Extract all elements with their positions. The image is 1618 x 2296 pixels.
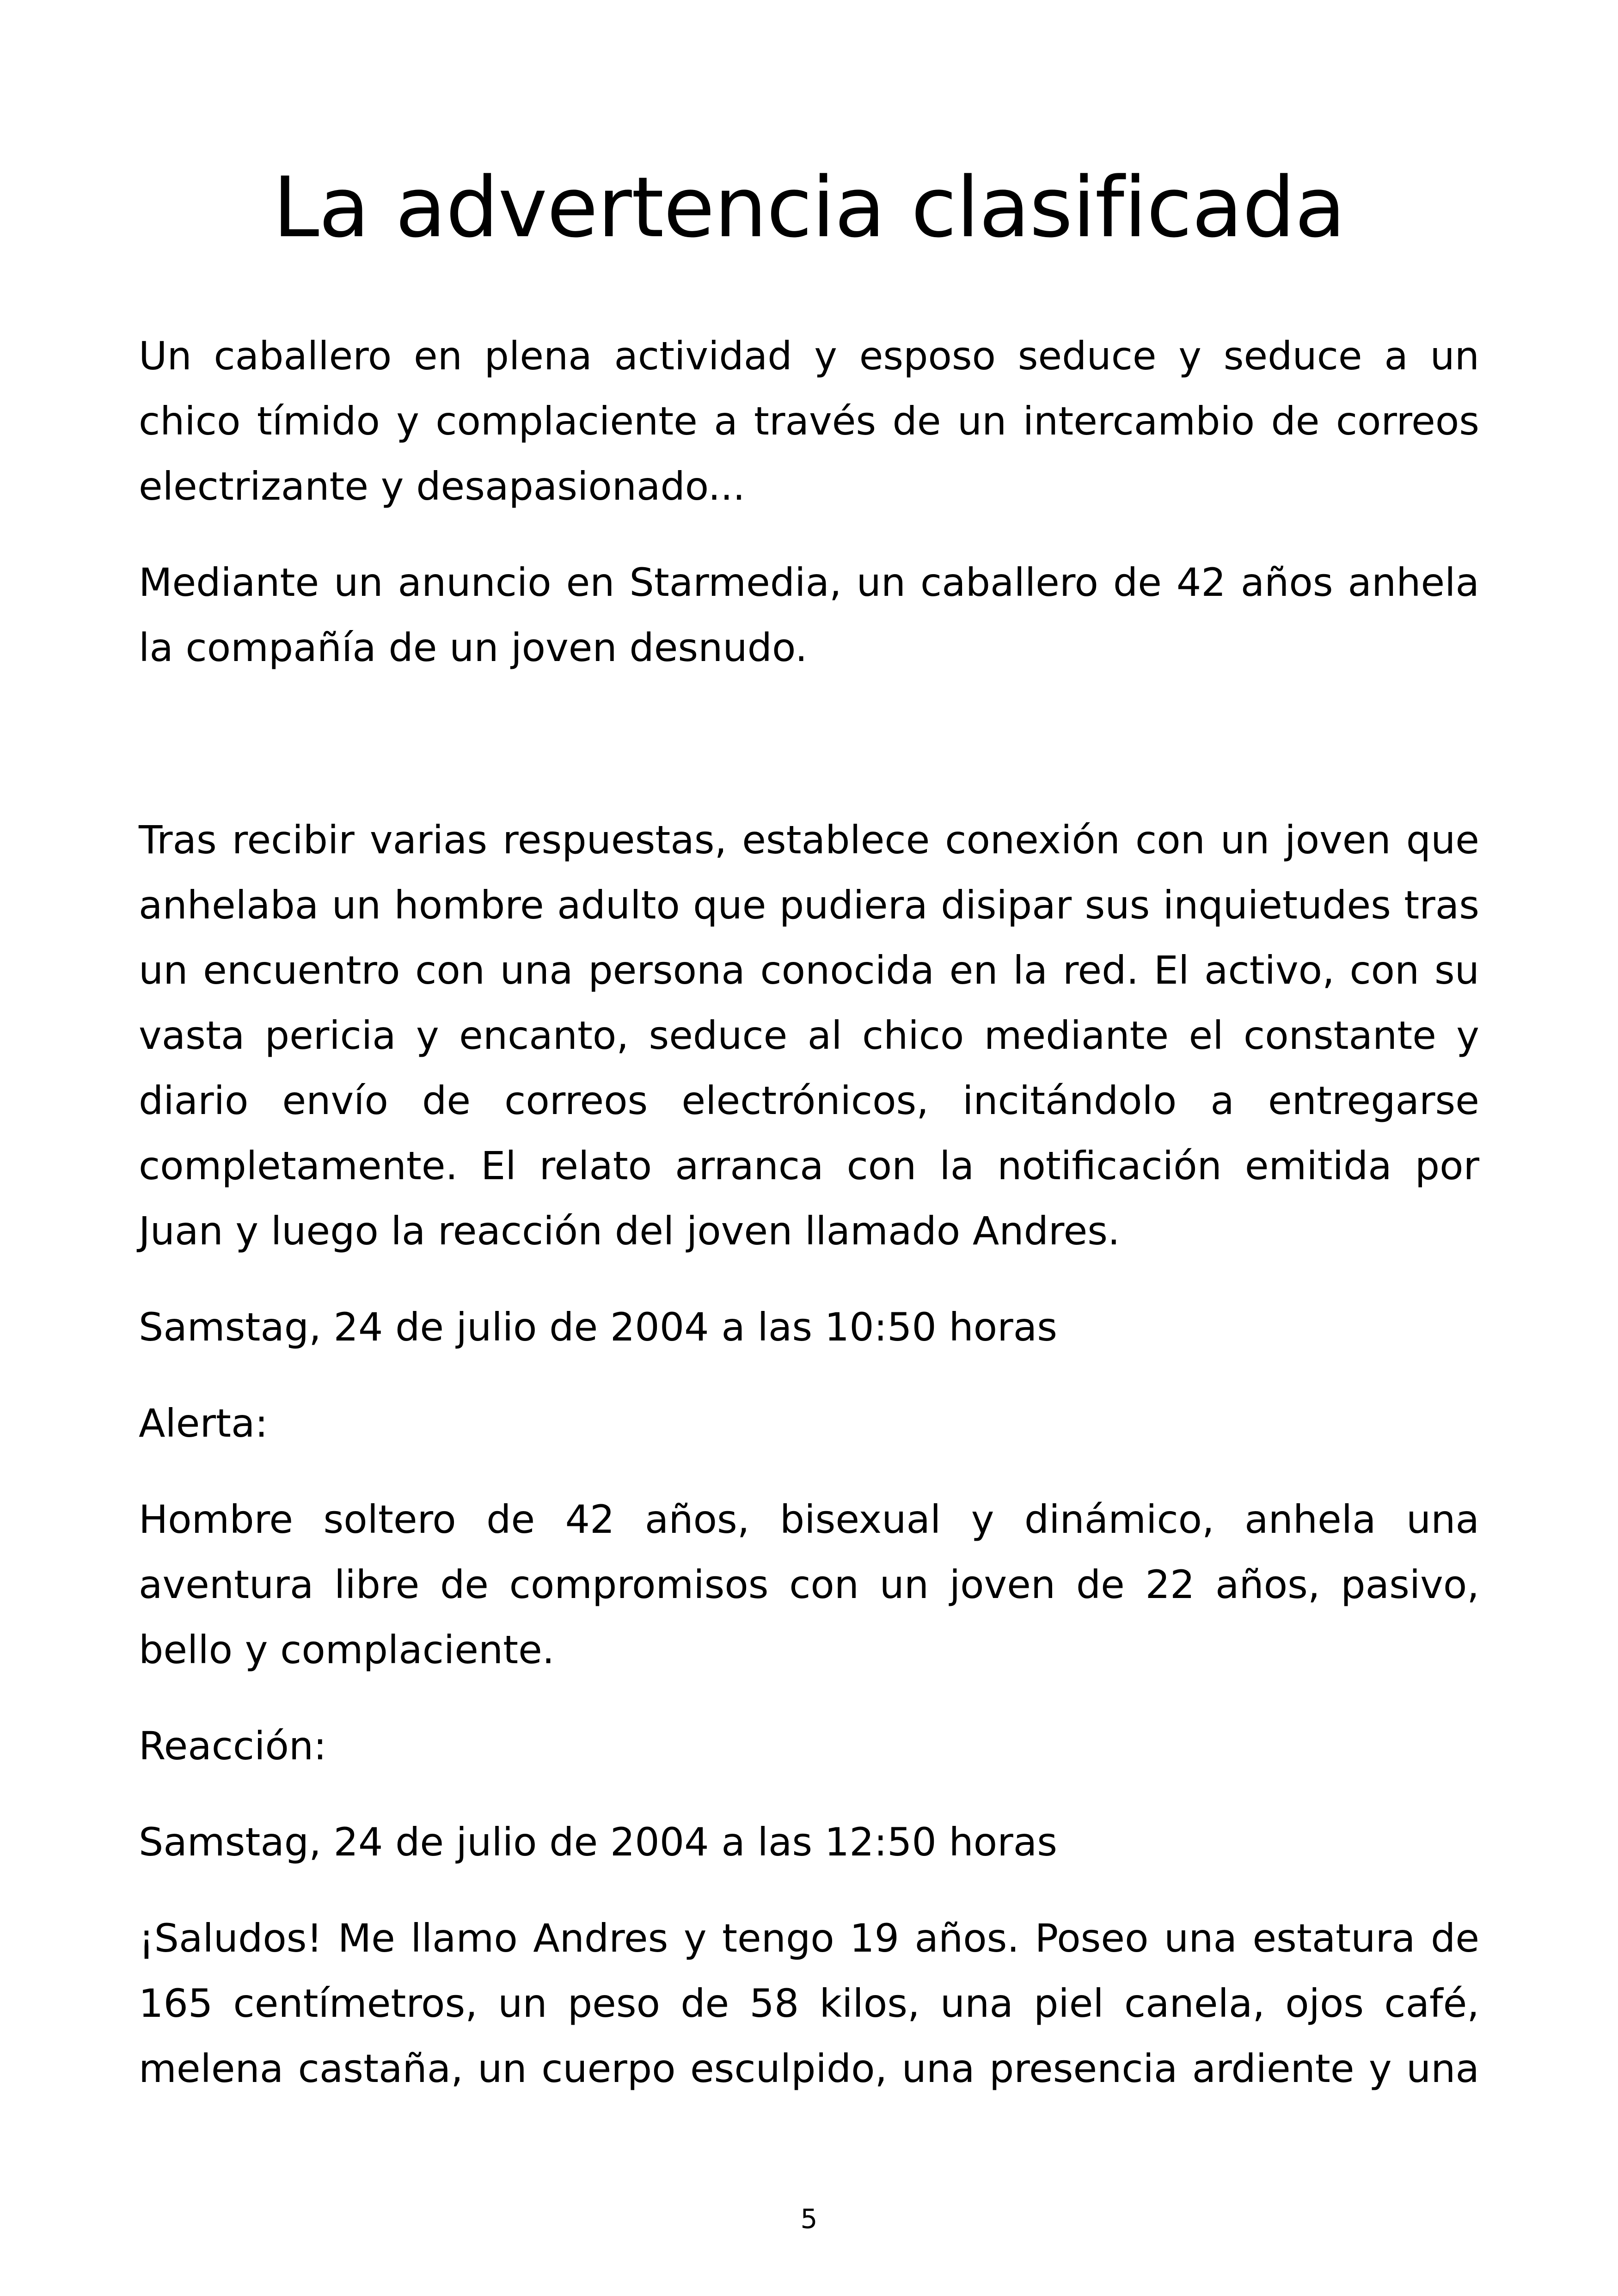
paragraph-intro: Un caballero en plena actividad y esposo seduce y seduce a un chico tímido y complaciente a través de un intercambio de correos electrizante y desapasionado... [139,333,1479,509]
alert-message: Hombre soltero de 42 años, bisexual y dinámico, anhela una aventura libre de compromisos con un joven de 22 años, pasivo, bello y complaciente. [139,1497,1479,1672]
alert-label: Alerta: [139,1401,268,1446]
paragraph-story-summary: Tras recibir varias respuestas, establece conexión con un joven que anhelaba un hombre adulto que pudiera disipar sus inquietudes tras un encuentro con una persona conocida en la red. El activo, con su vasta pericia y encanto, seduce al chico mediante el constante y diario envío de correos electrónicos, incitándolo a entregarse completamente. El relato arranca con la notificación emitida por Juan y luego la reacción del joven llamado Andres. [139,817,1479,1254]
reaction-label: Reacción: [139,1723,327,1769]
page-title: La advertencia clasificada [273,159,1345,256]
paragraph-advert-context: Mediante un anuncio en Starmedia, un caballero de 42 años anhela la compañía de un joven desnudo. [139,560,1479,670]
page-number: 5 [800,2203,818,2235]
reaction-timestamp: Samstag, 24 de julio de 2004 a las 12:50 horas [139,1819,1057,1865]
alert-timestamp: Samstag, 24 de julio de 2004 a las 10:50 horas [139,1304,1057,1350]
reaction-message: ¡Saludos! Me llamo Andres y tengo 19 años. Poseo una estatura de 165 centímetros, un peso de 58 kilos, una piel canela, ojos café, melena castaña, un cuerpo esculpido, una presencia ardiente y una [139,1916,1479,2091]
document-body [139,324,1479,2101]
